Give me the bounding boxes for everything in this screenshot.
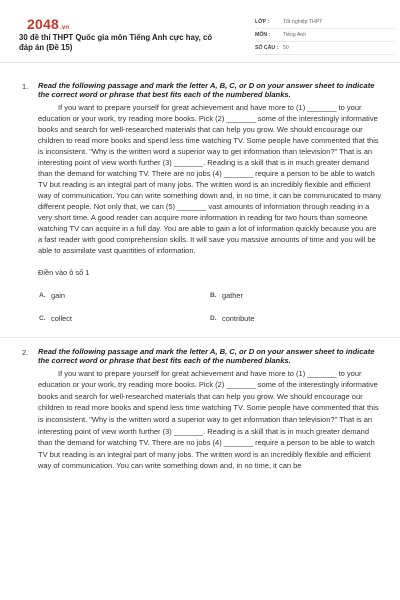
question-1 [0, 72, 400, 337]
logo-suffix: .vn [59, 25, 70, 31]
site-logo[interactable] [27, 16, 69, 32]
meta-value: Tiếng Anh [283, 32, 307, 38]
option-text: contribute [222, 313, 255, 323]
question-prompt: Điền vào ô số 1 [38, 267, 90, 277]
question-passage [38, 102, 382, 256]
question-number: 1. [22, 82, 29, 91]
page-header [0, 0, 400, 63]
option-letter: A. [39, 291, 46, 299]
option-d[interactable] [210, 314, 382, 323]
option-text: collect [51, 313, 72, 323]
option-a[interactable] [38, 291, 210, 300]
option-letter: C. [39, 314, 46, 322]
meta-value: Tốt nghiệp THPT [283, 19, 323, 25]
question-list [0, 72, 400, 472]
option-c[interactable] [38, 314, 210, 323]
meta-row-socau [255, 42, 395, 55]
meta-value: 50 [283, 45, 289, 51]
passage-text: If you want to prepare yourself for great achievement and have more to (1) _______ to your education or your work, try reading more books. Pick (2) _______ some of the interestingly informative books and search for well-researched materials that can help you grow. We should encourage our children to read more books and spend less time watching TV. Some people have commented that this is inconsistent. "Why is the written word a superior way to get information than television?" That is an interesting point of view worth further (3) _______. Reading is a skill that is in much greater demand than the demand for watching TV. There are no jobs (4) _______ require a person to be able to watch TV but reading is an integral part of many jobs. The written word is an incredibly flexible and efficient way of communication. You can write something down and, in no time, it can be communicated to many different people. Not only that, we can (5) _______ vast amounts of information through reading in a very short time. A good reader can acquire more information in reading for two hours than someone watching TV can acquire in a full day. You are able to gain a lot of information quickly because you are a fast reader with good comprehension skills. It will save you massive amounts of time and you will be able to assimilate vast quantities of information. [38, 102, 382, 255]
question-instruction: Read the following passage and mark the letter A, B, C, or D on your answer sheet to indicate the correct word or phrase that best fits each of the numbered blanks. [38, 81, 375, 100]
passage-text: If you want to prepare yourself for great achievement and have more to (1) _______ to your education or your work, try reading more books. Pick (2) _______ some of the interestingly informative books and search for well-researched materials that can help you grow. We should encourage our children to read more books and spend less time watching TV. Some people have commented that this is inconsistent. "Why is the written word a superior way to get information than television?" That is an interesting point of view worth further (3) _______. Reading is a skill that is in much greater demand than the demand for watching TV. There are no jobs (4) _______ require a person to be able to watch TV but reading is an integral part of many jobs. The written word is an incredibly flexible and efficient way of communication. You can write something down and, in no time, it can be [38, 368, 379, 471]
option-b[interactable] [210, 291, 382, 300]
meta-label: SỐ CÂU : [255, 45, 279, 51]
option-letter: D. [210, 314, 217, 322]
option-letter: B. [210, 291, 217, 299]
exam-meta [255, 16, 395, 55]
question-passage [38, 368, 382, 472]
meta-label: LỚP : [255, 19, 270, 25]
logo-text: 2048 [27, 16, 59, 32]
option-text: gain [51, 290, 65, 300]
question-instruction: Read the following passage and mark the letter A, B, C, or D on your answer sheet to indicate the correct word or phrase that best fits each of the numbered blanks. [38, 346, 375, 366]
meta-label: MÔN : [255, 32, 271, 38]
question-2 [0, 338, 400, 472]
question-number: 2. [22, 347, 29, 357]
meta-row-mon [255, 29, 395, 42]
option-text: gather [222, 290, 243, 300]
meta-row-lop [255, 16, 395, 29]
answer-options [38, 291, 382, 337]
page-title: 30 đề thi THPT Quốc gia môn Tiếng Anh cực hay, có đáp án (Đề 15) [19, 33, 213, 52]
